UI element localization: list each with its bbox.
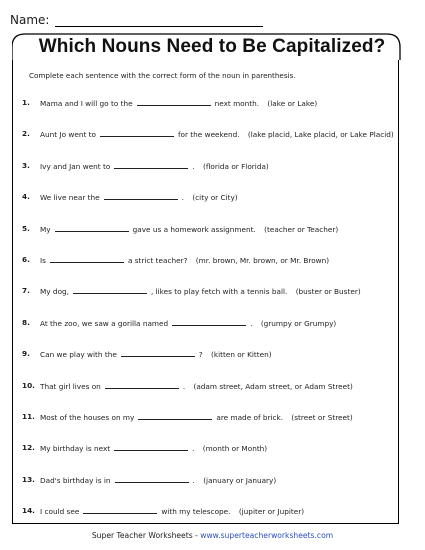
answer-blank[interactable] bbox=[73, 286, 147, 294]
answer-choices: (city or City) bbox=[192, 193, 238, 203]
question-before: Is bbox=[40, 255, 46, 265]
answer-blank[interactable] bbox=[138, 412, 212, 420]
question-item bbox=[22, 381, 402, 412]
question-item bbox=[22, 192, 402, 223]
question-text bbox=[40, 349, 272, 359]
question-before: Ivy and Jan went to bbox=[40, 161, 111, 171]
answer-choices: (january or January) bbox=[203, 475, 277, 485]
footer-separator: - bbox=[192, 531, 201, 540]
question-item bbox=[22, 443, 402, 474]
question-item bbox=[22, 318, 402, 349]
answer-blank[interactable] bbox=[105, 381, 179, 389]
question-after: a strict teacher? bbox=[127, 255, 188, 265]
question-text bbox=[40, 412, 353, 422]
question-item bbox=[22, 224, 402, 255]
question-before: Aunt Jo went to bbox=[40, 130, 96, 140]
answer-blank[interactable] bbox=[137, 98, 211, 106]
question-after: . bbox=[192, 161, 195, 171]
answer-choices: (florida or Florida) bbox=[202, 161, 269, 171]
answer-blank[interactable] bbox=[115, 475, 189, 483]
name-label: Name: bbox=[10, 13, 50, 27]
answer-blank[interactable] bbox=[121, 349, 195, 357]
question-number: 3. bbox=[22, 160, 30, 170]
question-before: My dog, bbox=[40, 287, 69, 297]
question-before: We live near the bbox=[40, 193, 100, 203]
question-after: . bbox=[192, 444, 195, 454]
question-item bbox=[22, 349, 402, 380]
question-number: 12. bbox=[22, 443, 35, 453]
question-text bbox=[40, 255, 329, 265]
question-text bbox=[40, 381, 353, 391]
title-banner bbox=[12, 33, 412, 60]
worksheet-title: Which Nouns Need to Be Capitalized? bbox=[38, 36, 386, 57]
question-number: 14. bbox=[22, 506, 35, 516]
question-text bbox=[40, 129, 394, 139]
question-before: Mama and I will go to the bbox=[40, 99, 133, 108]
question-number: 1. bbox=[22, 98, 30, 107]
question-number: 10. bbox=[22, 380, 35, 390]
question-after: ? bbox=[198, 350, 203, 360]
answer-blank[interactable] bbox=[114, 161, 188, 169]
answer-choices: (buster or Buster) bbox=[295, 287, 361, 297]
question-item bbox=[22, 255, 402, 286]
question-text bbox=[40, 286, 361, 296]
question-number: 7. bbox=[22, 286, 30, 296]
answer-choices: (street or Street) bbox=[291, 412, 353, 422]
question-number: 5. bbox=[22, 223, 30, 233]
question-number: 8. bbox=[22, 317, 30, 327]
question-before: My birthday is next bbox=[40, 444, 111, 454]
question-item bbox=[22, 286, 402, 317]
question-after: . bbox=[192, 475, 195, 485]
page-footer bbox=[0, 531, 425, 541]
answer-choices: (lake or Lake) bbox=[267, 99, 318, 108]
question-text bbox=[40, 318, 336, 328]
answer-choices: (kitten or Kitten) bbox=[211, 350, 272, 360]
question-after: . bbox=[182, 381, 186, 391]
footer-site-link[interactable]: www.superteacherworksheets.com bbox=[200, 531, 334, 540]
answer-blank[interactable] bbox=[100, 129, 174, 137]
question-before: Dad's birthday is in bbox=[40, 475, 111, 485]
answer-blank[interactable] bbox=[104, 192, 178, 200]
question-item bbox=[22, 98, 402, 129]
question-after: gave us a homework assignment. bbox=[132, 224, 256, 234]
question-after: are made of brick. bbox=[216, 412, 284, 422]
question-text bbox=[40, 443, 267, 453]
question-before: I could see bbox=[40, 507, 80, 517]
question-before: Most of the houses on my bbox=[40, 412, 135, 422]
question-before: At the zoo, we saw a gorilla named bbox=[40, 318, 169, 328]
answer-choices: (grumpy or Grumpy) bbox=[260, 318, 337, 328]
answer-choices: (mr. brown, Mr. brown, or Mr. Brown) bbox=[195, 255, 330, 265]
question-text bbox=[40, 192, 238, 202]
question-text bbox=[40, 224, 338, 234]
question-number: 13. bbox=[22, 474, 35, 484]
question-item bbox=[22, 475, 402, 506]
footer-brand: Super Teacher Worksheets bbox=[91, 531, 193, 540]
question-number: 6. bbox=[22, 254, 30, 264]
answer-choices: (teacher or Teacher) bbox=[264, 224, 339, 234]
name-blank-line[interactable] bbox=[55, 15, 263, 27]
question-text bbox=[40, 161, 269, 171]
answer-blank[interactable] bbox=[172, 318, 246, 326]
answer-blank[interactable] bbox=[50, 255, 124, 263]
answer-choices: (adam street, Adam street, or Adam Street) bbox=[193, 381, 353, 391]
name-field-row bbox=[10, 13, 263, 27]
question-before: Can we play with the bbox=[40, 350, 117, 360]
question-before: My bbox=[40, 224, 51, 234]
question-text bbox=[40, 475, 276, 485]
answer-choices: (jupiter or Jupiter) bbox=[238, 507, 305, 517]
question-list bbox=[22, 98, 402, 537]
answer-blank[interactable] bbox=[55, 224, 129, 232]
question-text bbox=[40, 506, 304, 516]
question-after: , likes to play fetch with a tennis ball. bbox=[150, 287, 288, 297]
answer-blank[interactable] bbox=[114, 443, 188, 451]
question-after: next month. bbox=[214, 99, 260, 108]
question-number: 4. bbox=[22, 192, 30, 202]
question-after: . bbox=[181, 193, 184, 203]
question-after: for the weekend. bbox=[177, 130, 240, 140]
question-item bbox=[22, 412, 402, 443]
question-number: 2. bbox=[22, 129, 30, 139]
answer-choices: (month or Month) bbox=[202, 444, 268, 454]
instructions-text: Complete each sentence with the correct form of the noun in parenthesis. bbox=[29, 71, 296, 80]
question-number: 9. bbox=[22, 349, 30, 359]
question-item bbox=[22, 161, 402, 192]
question-text bbox=[40, 98, 317, 108]
question-after: with my telescope. bbox=[161, 507, 231, 517]
answer-choices: (lake placid, Lake placid, or Lake Placid) bbox=[247, 130, 394, 140]
question-number: 11. bbox=[22, 411, 35, 421]
answer-blank[interactable] bbox=[83, 506, 157, 514]
question-before: That girl lives on bbox=[40, 381, 101, 391]
question-after: . bbox=[250, 318, 253, 328]
question-item bbox=[22, 129, 402, 160]
